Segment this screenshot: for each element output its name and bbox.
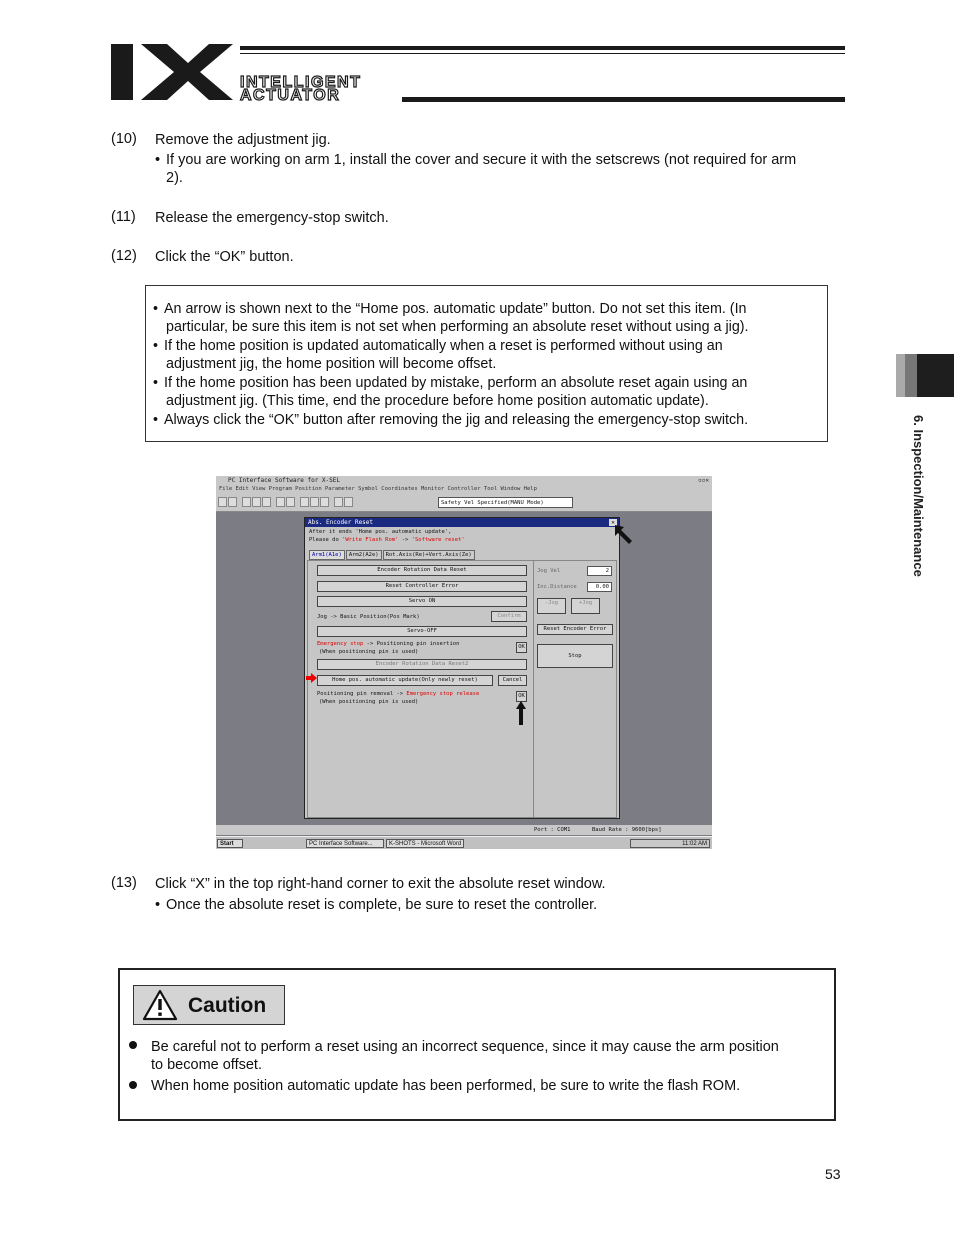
ok-button-2[interactable]: OK [516,691,527,702]
emergency-insert-label [317,640,459,648]
caution-bullet-icon [129,1041,137,1049]
caution-bullet-icon [129,1081,137,1089]
note-line-3: • If the home position is updated automatically when a reset is performed without using an [164,337,723,355]
status-bar [216,825,712,835]
pointer-arrow-close-icon [615,525,635,545]
side-tab-stripe-mid [905,354,917,397]
reset-encoder-error-button[interactable]: Reset Encoder Error [537,624,613,635]
status-baud: Baud Rate : 9600[bps] [592,827,662,833]
note-line-2: particular, be sure this item is not set when performing an absolute reset without using a jig). [166,319,749,335]
brand-line-2: ACTUATOR [240,87,341,104]
jog-basic-label: Jog -> Basic Position(Pos Mark) [317,614,420,620]
side-tab-stripe-light [896,354,905,397]
start-button[interactable]: Start [217,839,243,848]
app-menubar[interactable]: File Edit View Program Position Parameter Symbol Coordinates Monitor Controller Tool Window Help [216,485,712,494]
dialog-message-1: After it ends 'Home pos. automatic update', [309,529,452,535]
toolbar-button[interactable] [334,497,343,507]
pin-removal-label [317,690,479,698]
toolbar-button[interactable] [310,497,319,507]
brand-line-1: INTELLIGENT [240,74,362,91]
tab-arm1[interactable]: Arm1(A1e) [309,550,345,560]
inc-distance-input[interactable]: 0.00 [587,582,612,592]
cancel-button[interactable]: Cancel [498,675,527,686]
note-line-6: adjustment jig. (This time, end the procedure before home position automatic update). [166,393,709,409]
ix-logo [111,44,233,100]
msg2-b: 'Write Flash Rom' [342,537,399,543]
stop-button[interactable]: Stop [537,644,613,668]
app-title: PC Interface Software for X-SEL [228,477,340,484]
caution-item-1: Be careful not to perform a reset using an incorrect sequence, since it may cause the arm position [151,1039,779,1055]
header-rule-top [240,46,845,50]
toolbar-button[interactable] [344,497,353,507]
positioning-insert-text: -> Positioning pin insertion [363,641,460,647]
encoder-rotation-reset-button[interactable]: Encoder Rotation Data Reset [317,565,527,576]
step-13-text: Click “X” in the top right-hand corner to exit the absolute reset window. [155,876,606,892]
note-line-1: • An arrow is shown next to the “Home pos. automatic update” button. Do not set this item. (In [164,300,747,318]
servo-off-button[interactable]: Servo-OFF [317,626,527,637]
toolbar-button[interactable] [218,497,227,507]
note-line-7: • Always click the “OK” button after removing the jig and releasing the emergency-stop switch. [164,411,748,429]
header-rule-thin [240,53,845,54]
dialog-close-icon[interactable]: ✕ [609,519,617,526]
toolbar-button[interactable] [286,497,295,507]
reset-controller-error-button[interactable]: Reset Controller Error [317,581,527,592]
panel-divider [533,560,534,818]
note-box [145,285,828,442]
jog-vel-input[interactable]: 2 [587,566,612,576]
caution-item-1-cont: to become offset. [151,1057,262,1073]
ok-button-1[interactable]: OK [516,642,527,653]
abs-reset-dialog [304,517,620,819]
status-port: Port : COM1 [534,827,571,833]
header-rule-bottom [402,97,845,102]
toolbar-button[interactable] [300,497,309,507]
chapter-label: 6. Inspection/Maintenance [911,415,926,577]
tab-arm2[interactable]: Arm2(A2e) [346,550,382,560]
red-arrow-icon [306,673,317,683]
windows-taskbar [216,836,712,849]
jog-vel-label: Jog Vel [537,568,561,574]
home-pos-auto-update-button[interactable]: Home pos. automatic update(Only newly reset) [317,675,493,686]
side-tab-block [917,354,954,397]
msg2-d: 'Software reset' [411,537,465,543]
jog-minus-button[interactable]: -Jog [537,598,566,614]
step-11-number: (11) [111,209,136,225]
note-line-4: adjustment jig, the home position will become offset. [166,356,497,372]
step-13-number: (13) [111,875,137,891]
msg2-a: Please do [309,537,343,543]
taskbar-clock: 11:02 AM [630,839,710,848]
toolbar-button[interactable] [276,497,285,507]
page-number: 53 [825,1166,841,1182]
dialog-titlebar: Abs. Encoder Reset [305,518,619,527]
toolbar-button[interactable] [242,497,251,507]
toolbar-button[interactable] [228,497,237,507]
caution-box [118,968,836,1121]
emergency-stop-text: Emergency stop [317,641,364,647]
tab-rot-vert[interactable]: Rot.Axis(Re)+Vert.Axis(Ze) [383,550,475,560]
step-13-bullet: • Once the absolute reset is complete, be sure to reset the controller. [166,896,597,914]
warning-triangle-icon [142,989,178,1021]
step-10-text: Remove the adjustment jig. [155,132,331,148]
servo-on-button[interactable]: Servo ON [317,596,527,607]
taskbar-app-word[interactable]: K-SHOTS - Microsoft Word [386,839,464,848]
when-pin-used-label: (When positioning pin is used) [319,649,419,655]
window-controls[interactable]: ▫▫✕ [698,477,709,484]
caution-title: Caution [188,994,267,1017]
caution-item-2: When home position automatic update has been performed, be sure to write the flash ROM. [151,1078,741,1094]
jog-plus-button[interactable]: +Jog [571,598,600,614]
taskbar-app-pc-interface[interactable]: PC Interface Software... [306,839,384,848]
app-titlebar [216,476,712,485]
safety-velocity-combo[interactable]: Safety Vel Specified(MANU Mode) [438,497,573,508]
note-line-5: • If the home position has been updated by mistake, perform an absolute reset again using an [164,374,747,392]
step-10-bullet: • If you are working on arm 1, install the cover and secure it with the setscrews (not required for arm [166,151,796,169]
encoder-rotation-reset-2-button[interactable]: Encoder Rotation Data Reset2 [317,659,527,670]
dialog-tabs [309,550,476,560]
toolbar-button[interactable] [252,497,261,507]
software-screenshot [216,476,712,849]
jog-basic-button[interactable]: Confirm [491,611,527,622]
inc-distance-label: Inc.Distance [537,584,577,590]
pin-removal-text: Positioning pin removal -> [317,691,407,697]
emergency-release-text: Emergency stop release [406,691,480,697]
pointer-arrow-ok-icon [516,701,526,725]
dialog-message-2 [309,536,465,544]
step-12-number: (12) [111,248,137,264]
caution-header [133,985,285,1025]
step-12-text: Click the “OK” button. [155,249,294,265]
step-11-text: Release the emergency-stop switch. [155,210,389,226]
toolbar-button[interactable] [320,497,329,507]
msg2-c: -> [398,537,412,543]
step-10-number: (10) [111,131,137,147]
step-10-bullet-cont: 2). [166,170,183,186]
when-pin-used-label-2: (When positioning pin is used) [319,699,419,705]
toolbar-button[interactable] [262,497,271,507]
